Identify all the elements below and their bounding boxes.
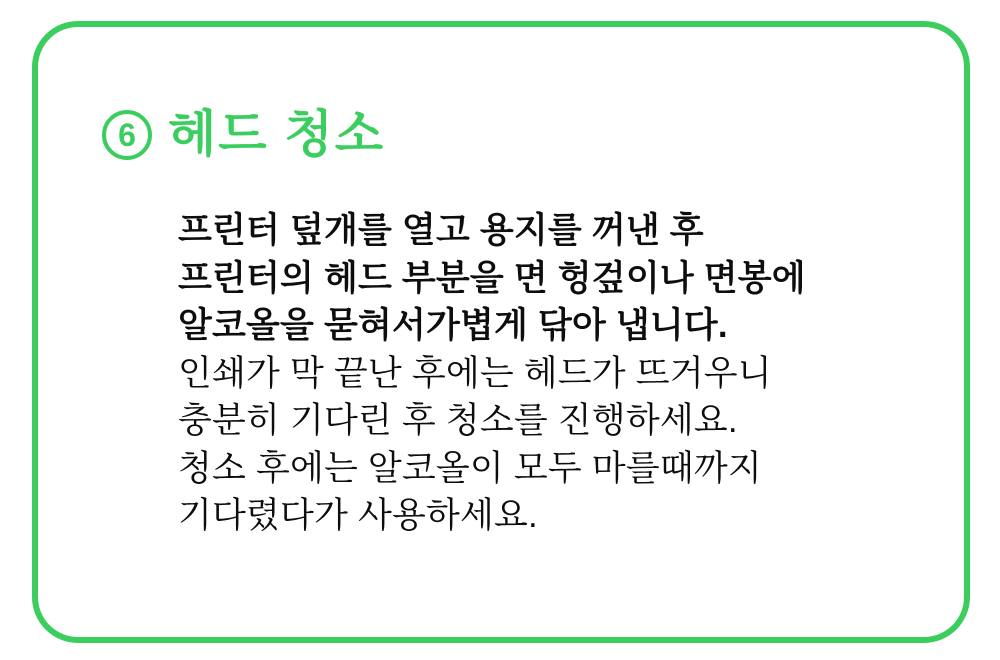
green-rounded-border-frame xyxy=(32,21,970,643)
section-title xyxy=(102,106,386,162)
body-line: 프린터의 헤드 부분을 면 헝겊이나 면봉에 xyxy=(178,258,806,298)
body-line: 프린터 덮개를 열고 용지를 꺼낸 후 xyxy=(178,211,704,250)
body-line: 청소 후에는 알코올이 모두 마를때까지 xyxy=(178,448,762,488)
body-line: 알코올을 묻혀서가볍게 닦아 냅니다. xyxy=(178,306,728,345)
body-line: 기다렸다가 사용하세요. xyxy=(178,496,538,535)
section-title-text: 헤드 청소 xyxy=(168,106,386,162)
circled-number-6-icon: 6 xyxy=(102,110,152,160)
instruction-text-block xyxy=(178,207,858,540)
body-line: 인쇄가 막 끝난 후에는 헤드가 뜨거우니 xyxy=(178,353,772,393)
body-line: 충분히 기다린 후 청소를 진행하세요. xyxy=(178,401,738,440)
